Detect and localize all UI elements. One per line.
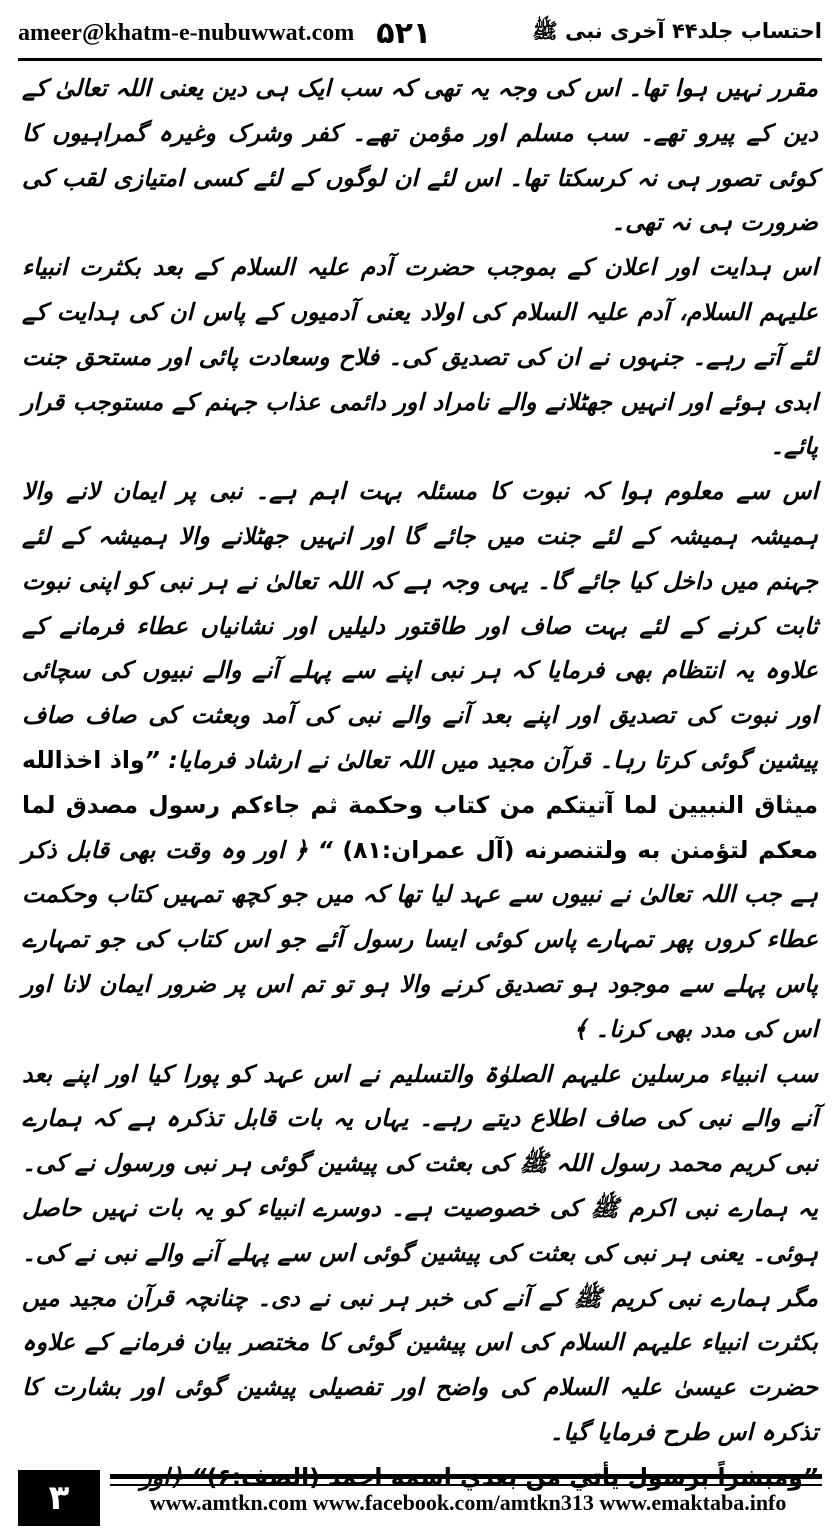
quote-2-tail: اور — [140, 1462, 170, 1491]
paragraph-3-text: اس سے معلوم ہوا کہ نبوت کا مسئلہ بہت اہم ہے۔ نبی پر ایمان لانے والا ہمیشہ ہمیشہ کے لئے جنت میں جائے گا اور انہیں جھٹلانے والا ہمیشہ کے لئے جہنم میں داخل کیا جائے گا۔ یہی وجہ ہے کہ اللہ تعالیٰ نے ہر نبی کو اپنی نبوت ثابت کرنے کے لئے بہت صاف اور طاقتور دلیلیں اور نشانیاں عطاء فرمانے کے علاوہ یہ انتظام بھی فرمایا کہ ہر نبی اپنے سے پہلے آنے والے نبیوں کی سچائی اور نبوت کی تصدیق اور اپنے بعد آنے والے نبی کی آمد وبعثت کی صاف صاف پیشین گوئی کرتا رہا۔ قرآن مجید میں اللہ تعالیٰ نے ارشاد فرمایا: — [22, 477, 818, 774]
paragraph-1: مقرر نہیں ہوا تھا۔ اس کی وجہ یہ تھی کہ سب ایک ہی دین یعنی اللہ تعالیٰ کے دین کے پیرو تھے۔ سب مسلم اور مؤمن تھے۔ کفر وشرک وغیرہ گمراہیوں کا کوئی تصور ہی نہ کرسکتا تھا۔ اس لئے ان لوگوں کے لئے کسی امتیازی لقب کی ضرورت ہی نہ تھی۔ — [22, 74, 818, 237]
paragraph-6: ”ومبشراً برسول يأتي من بعدي اسمه احمد (الصف:۶)“ ﴿اور — [140, 1462, 818, 1491]
quote-2-reference: (الصف:۶) — [206, 1462, 320, 1491]
header-left — [18, 16, 431, 51]
header-running-title: احتساب جلد۴۴ آخری نبی ﷺ — [532, 18, 822, 43]
quote-1-reference: (آل عمران:۸۱) — [342, 835, 515, 864]
quote-2-open: ” — [802, 1462, 818, 1491]
footer-links: www.amtkn.com www.facebook.com/amtkn313 www.emaktaba.info — [149, 1490, 787, 1515]
paragraph-4-text: اور وہ وقت بھی قابل ذکر ہے جب اللہ تعالیٰ نے نبیوں سے عہد لیا تھا کہ میں جو کچھ تمہیں کتاب وحکمت عطاء کروں پھر تمہارے پاس کوئی ایسا رسول آئے جو اس کتاب کی جو تمہارے پاس پہلے سے موجود ہو تصدیق کرنے والا ہو تو تم اس پر ضرور ایمان لانا اور اس کی مدد بھی کرنا۔ — [22, 835, 818, 1043]
header-page-number: ۵۲۱ — [376, 15, 432, 51]
footer-rule-thin — [110, 1484, 822, 1486]
header-rule — [18, 58, 822, 61]
paragraph-5: سب انبیاء مرسلین علیہم الصلوٰۃ والتسلیم نے اس عہد کو پورا کیا اور اپنے بعد آنے والے نبی کی صاف اطلاع دیتے رہے۔ یہاں یہ بات قابل تذکرہ ہے کہ ہمارے نبی کریم محمد رسول اللہ ﷺ کی بعثت کی پیشین گوئی ہر نبی ورسول نے کی۔ یہ ہمارے نبی اکرم ﷺ کی خصوصیت ہے۔ دوسرے انبیاء کو یہ بات نہیں حاصل ہوئی۔ یعنی ہر نبی کی بعثت کی پیشین گوئی اس سے پہلے آنے والے نبی نے کی۔ مگر ہمارے نبی کریم ﷺ کے آنے کی خبر ہر نبی نے دی۔ چنانچہ قرآن مجید میں بکثرت انبیاء علیہم السلام کی اس پیشین گوئی کا مختصر بیان فرمانے کے علاوہ حضرت عیسیٰ علیہ السلام کی واضح اور تفصیلی پیشین گوئی اور بشارت کا تذکرہ اس طرح فرمایا گیا۔ — [22, 1059, 818, 1446]
paragraph-3: اس سے معلوم ہوا کہ نبوت کا مسئلہ بہت اہم ہے۔ نبی پر ایمان لانے والا ہمیشہ ہمیشہ کے لئے جنت میں جائے گا اور انہیں جھٹلانے والا ہمیشہ کے لئے جہنم میں داخل کیا جائے گا۔ یہی وجہ ہے کہ اللہ تعالیٰ نے ہر نبی کو اپنی نبوت ثابت کرنے کے لئے بہت صاف اور طاقتور دلیلیں اور نشانیاں عطاء فرمانے کے علاوہ یہ انتظام بھی فرمایا کہ ہر نبی اپنے سے پہلے آنے والے نبیوں کی سچائی اور نبوت کی تصدیق اور اپنے بعد آنے والے نبی کی آمد وبعثت کی صاف صاف پیشین گوئی کرتا رہا۔ قرآن مجید میں اللہ تعالیٰ نے ارشاد فرمایا: ”واذ اخذالله ميثاق النبيين لما آتيتكم من كتاب وحكمة ثم جاءكم رسول مصدق لما معكم لتؤمنن به ولتنصرنه (آل عمران:۸۱) “ ﴿ اور وہ وقت بھی قابل ذکر ہے جب اللہ تعالیٰ نے نبیوں سے عہد لیا تھا کہ میں جو کچھ تمہیں کتاب وحکمت عطاء کروں پھر تمہارے پاس کوئی ایسا رسول آئے جو اس کتاب کی جو تمہارے پاس پہلے سے موجود ہو تصدیق کرنے والا ہو تو تم اس پر ضرور ایمان لانا اور اس کی مدد بھی کرنا۔ ﴾ — [22, 477, 818, 1043]
header-email: ameer@khatm-e-nubuwwat.com — [18, 19, 355, 46]
quote-1-arabic: واذ اخذالله ميثاق النبيين لما آتيتكم من كتاب وحكمة ثم جاءكم رسول مصدق لما معكم لتؤمنن به ولتنصرنه — [22, 745, 818, 864]
page-header — [18, 10, 822, 56]
quote-2-close: “ — [191, 1462, 207, 1491]
quote-1-open: ” — [144, 745, 160, 774]
quote-2-arabic: ومبشراً برسول يأتي من بعدي اسمه احمد — [328, 1462, 803, 1491]
page-footer — [18, 1460, 822, 1532]
page-body — [22, 66, 818, 1491]
footer-rule-thick — [110, 1474, 822, 1479]
paragraph-2: اس ہدایت اور اعلان کے بموجب حضرت آدم علیہ السلام کے بعد بکثرت انبیاء علیہم السلام، آدم علیہ السلام کی اولاد یعنی آدمیوں کے پاس ان کی ہدایت کے لئے آتے رہے۔ جنہوں نے ان کی تصدیق کی۔ فلاح وسعادت پائی اور مستحق جنت ابدی ہوئے اور انہیں جھٹلانے والے نامراد اور دائمی عذاب جہنم کے مستوجب قرار پائے۔ — [22, 253, 818, 461]
footer-page-number: ۳ — [18, 1470, 100, 1526]
quote-1-close: “ — [317, 835, 333, 864]
